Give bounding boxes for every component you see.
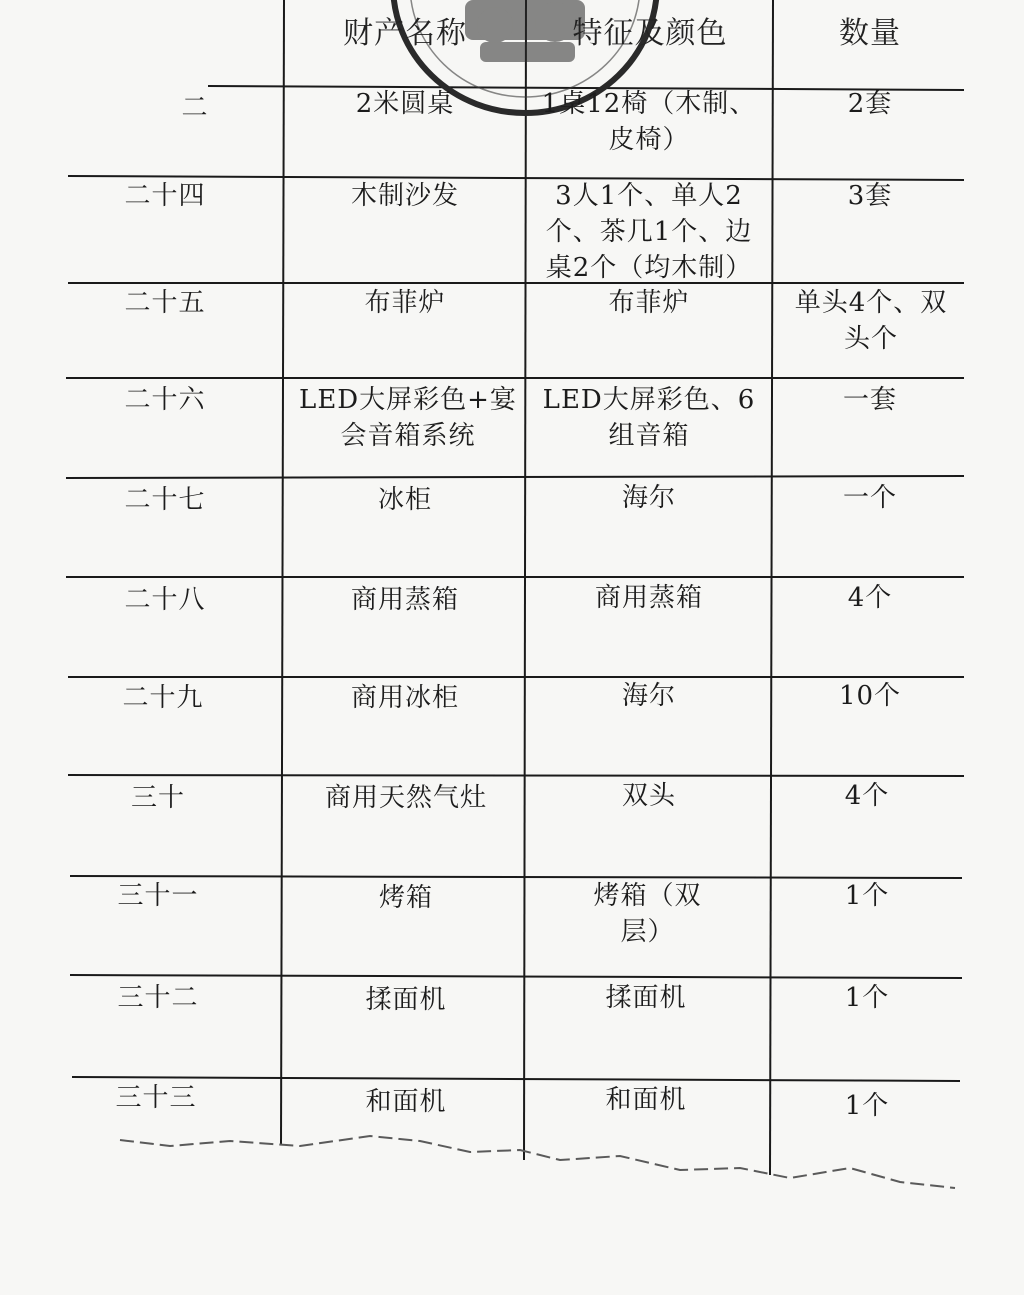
header-quantity: 数量 — [839, 16, 901, 51]
row-feature: LED大屏彩色、6组音箱 — [542, 385, 756, 451]
row-quantity: 1个 — [844, 983, 890, 1013]
row-property-name: 揉面机 — [365, 985, 447, 1015]
row-quantity: 1个 — [844, 1091, 890, 1121]
row-feature: 和面机 — [605, 1085, 687, 1115]
row-number: 二十四 — [124, 181, 206, 211]
row-quantity: 4个 — [847, 583, 893, 613]
row-quantity: 10个 — [838, 681, 902, 711]
row-feature: 双头 — [621, 781, 676, 811]
row-quantity: 1个 — [844, 881, 890, 911]
row-property-name: 冰柜 — [377, 485, 432, 515]
row-property-name: 和面机 — [365, 1087, 447, 1117]
row-feature: 商用蒸箱 — [594, 583, 703, 613]
row-number: 二十七 — [124, 485, 206, 515]
row-feature: 1桌12椅（木制、皮椅） — [541, 89, 757, 155]
row-quantity: 3套 — [847, 181, 893, 211]
column-line-3 — [770, 0, 773, 1175]
row-number: 三十 — [130, 783, 185, 813]
row-number: 二十九 — [122, 683, 204, 713]
column-line-2 — [524, 0, 526, 1160]
row-feature: 揉面机 — [605, 983, 687, 1013]
row-feature: 烤箱（双层） — [593, 881, 702, 947]
row-property-name: 布菲炉 — [364, 288, 446, 318]
row-property-name: 木制沙发 — [350, 181, 459, 211]
row-number: 三十一 — [117, 881, 199, 911]
row-property-name: 烤箱 — [378, 883, 433, 913]
row-feature: 海尔 — [621, 681, 676, 711]
row-feature: 布菲炉 — [608, 288, 690, 318]
row-number: 三十二 — [117, 983, 199, 1013]
torn-edge — [120, 1136, 955, 1188]
row-line-8 — [68, 775, 964, 776]
header-feature-color: 特征及颜色 — [572, 16, 728, 51]
row-number: 二 — [181, 93, 209, 123]
column-line-1 — [281, 0, 284, 1145]
row-number: 三十三 — [115, 1083, 197, 1113]
row-quantity: 一个 — [842, 483, 897, 513]
row-property-name: LED大屏彩色+宴会音箱系统 — [299, 385, 517, 451]
row-quantity: 一套 — [842, 385, 897, 415]
row-number: 二十八 — [124, 585, 206, 615]
row-property-name: 商用冰柜 — [350, 683, 459, 713]
row-quantity: 4个 — [844, 781, 890, 811]
row-number: 二十五 — [124, 288, 206, 318]
row-feature: 3人1个、单人2个、茶几1个、边桌2个（均木制） — [545, 181, 753, 283]
row-number: 二十六 — [124, 385, 206, 415]
row-property-name: 商用蒸箱 — [350, 585, 459, 615]
row-quantity: 单头4个、双头个 — [794, 288, 948, 354]
row-property-name: 商用天然气灶 — [324, 783, 487, 813]
row-quantity: 2套 — [847, 89, 893, 119]
row-feature: 海尔 — [621, 483, 676, 513]
row-property-name: 2米圆桌 — [355, 89, 455, 119]
row-line-10 — [70, 975, 962, 978]
header-property-name: 财产名称 — [343, 16, 467, 51]
row-line-5 — [66, 476, 964, 478]
